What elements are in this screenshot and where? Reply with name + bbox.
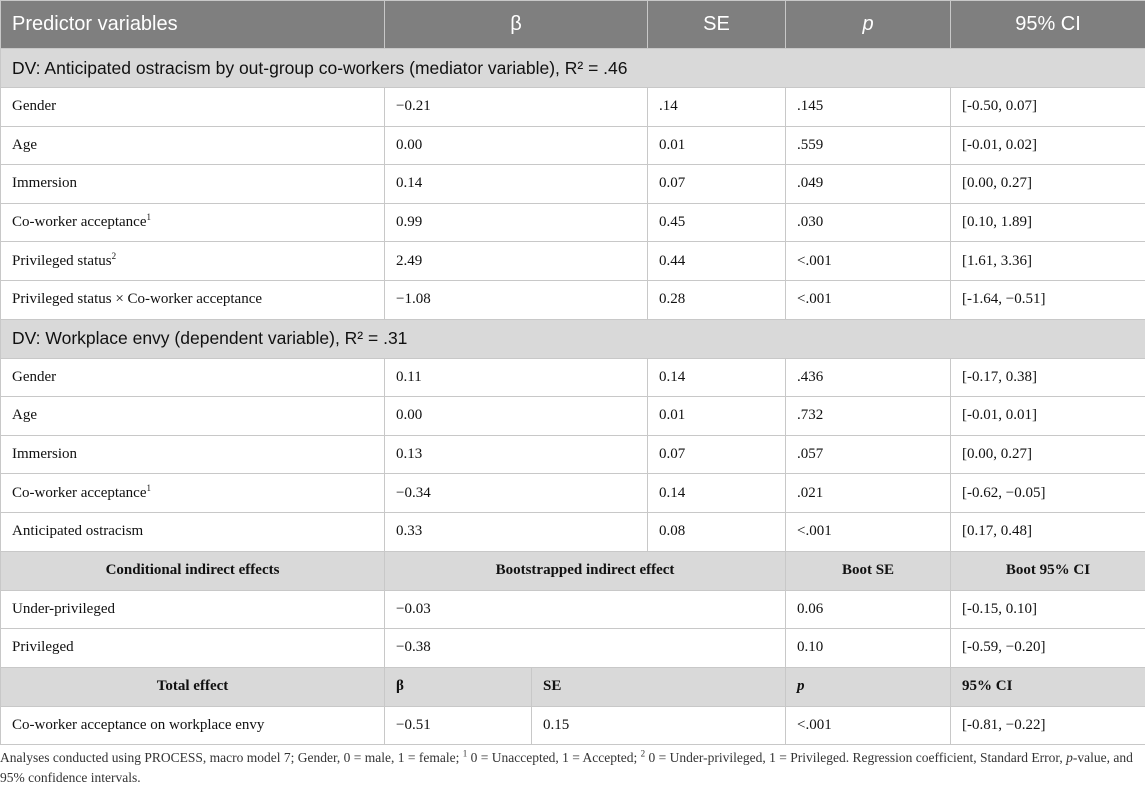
- table-row: [1, 280, 1145, 319]
- total-header-p-label: p: [797, 678, 805, 695]
- total-effect-label: Co-worker acceptance on workplace envy: [1, 706, 385, 745]
- ci-cell: [0.10, 1.89]: [951, 203, 1145, 242]
- table-row: [1, 203, 1145, 242]
- note-text: -value, and 95% confidence intervals.: [0, 750, 1133, 785]
- predictor-cell: [1, 280, 385, 319]
- ci-cell: [-0.01, 0.01]: [951, 397, 1145, 436]
- total-header-beta: β: [385, 667, 532, 706]
- note-text: 0 = Under-privileged, 1 = Privileged. Regression coefficient, Standard Error,: [645, 750, 1067, 765]
- predictor-label: Immersion: [12, 446, 77, 463]
- total-beta-cell: −0.51: [385, 706, 532, 745]
- predictor-cell: [1, 512, 385, 551]
- ci-cell: [-0.01, 0.02]: [951, 126, 1145, 165]
- se-cell: 0.44: [648, 242, 786, 281]
- header-se: SE: [648, 1, 786, 49]
- header-p: [786, 1, 951, 49]
- table-row: [1, 474, 1145, 513]
- indirect-effects-header-row: [1, 551, 1145, 590]
- beta-cell: 0.00: [385, 126, 648, 165]
- ci-cell: [1.61, 3.36]: [951, 242, 1145, 281]
- predictor-label: Anticipated ostracism: [12, 523, 144, 540]
- p-cell: <.001: [786, 280, 951, 319]
- se-cell: 0.14: [648, 358, 786, 397]
- predictor-cell: [1, 165, 385, 204]
- predictor-label: Privileged status: [12, 252, 112, 269]
- predictor-cell: [1, 397, 385, 436]
- note-text: 0 = Unaccepted, 1 = Accepted;: [467, 750, 641, 765]
- header-ci: 95% CI: [951, 1, 1145, 49]
- total-header-p: [786, 667, 951, 706]
- se-cell: 0.08: [648, 512, 786, 551]
- beta-cell: 0.33: [385, 512, 648, 551]
- beta-cell: 0.00: [385, 397, 648, 436]
- total-p-cell: <.001: [786, 706, 951, 745]
- ci-cell: [-0.50, 0.07]: [951, 88, 1145, 127]
- total-ci-cell: [-0.81, −0.22]: [951, 706, 1145, 745]
- predictor-label: Age: [12, 407, 37, 424]
- beta-cell: −0.21: [385, 88, 648, 127]
- note-p-italic: p: [1066, 750, 1073, 765]
- section-header-mediator: [1, 49, 1145, 88]
- se-cell: 0.28: [648, 280, 786, 319]
- se-cell: 0.45: [648, 203, 786, 242]
- table-row: [1, 88, 1145, 127]
- table-footnote: [0, 748, 1140, 788]
- table-row: [1, 590, 1145, 629]
- beta-cell: 0.11: [385, 358, 648, 397]
- table-row: [1, 706, 1145, 745]
- predictor-cell: [1, 435, 385, 474]
- boot-ci-cell: [-0.59, −0.20]: [951, 629, 1145, 668]
- section-title: DV: Anticipated ostracism by out-group co-workers (mediator variable), R² = .46: [1, 49, 1145, 88]
- header-beta: β: [385, 1, 648, 49]
- predictor-cell: [1, 126, 385, 165]
- se-cell: 0.07: [648, 165, 786, 204]
- header-p-label: p: [862, 13, 874, 35]
- predictor-label: Co-worker acceptance: [12, 214, 147, 231]
- table-row: [1, 435, 1145, 474]
- boot-se-cell: 0.10: [786, 629, 951, 668]
- predictor-label: Co-worker acceptance: [12, 484, 147, 501]
- se-cell: 0.07: [648, 435, 786, 474]
- p-cell: .030: [786, 203, 951, 242]
- footnote-marker: 1: [462, 748, 468, 759]
- p-cell: .436: [786, 358, 951, 397]
- predictor-cell: [1, 88, 385, 127]
- table-header-row: [1, 1, 1145, 49]
- se-cell: 0.01: [648, 126, 786, 165]
- p-cell: .057: [786, 435, 951, 474]
- p-cell: .021: [786, 474, 951, 513]
- ci-cell: [0.17, 0.48]: [951, 512, 1145, 551]
- total-effect-header-row: [1, 667, 1145, 706]
- footnote-marker: 2: [111, 250, 117, 261]
- indirect-header-label: Conditional indirect effects: [1, 551, 385, 590]
- ci-cell: [-1.64, −0.51]: [951, 280, 1145, 319]
- section-header-dependent: [1, 319, 1145, 358]
- se-cell: 0.14: [648, 474, 786, 513]
- table-row: [1, 629, 1145, 668]
- beta-cell: 0.14: [385, 165, 648, 204]
- table-row: [1, 126, 1145, 165]
- predictor-label: Immersion: [12, 175, 77, 192]
- se-cell: .14: [648, 88, 786, 127]
- total-header-se: SE: [532, 667, 786, 706]
- p-cell: <.001: [786, 242, 951, 281]
- ci-cell: [-0.17, 0.38]: [951, 358, 1145, 397]
- table-row: [1, 242, 1145, 281]
- footnote-marker: 2: [640, 748, 646, 759]
- beta-cell: 0.99: [385, 203, 648, 242]
- indirect-effect-cell: −0.03: [385, 590, 786, 629]
- ci-cell: [0.00, 0.27]: [951, 435, 1145, 474]
- note-text: Analyses conducted using PROCESS, macro model 7; Gender, 0 = male, 1 = female;: [0, 750, 463, 765]
- indirect-header-ci: Boot 95% CI: [951, 551, 1145, 590]
- condition-cell: Under-privileged: [1, 590, 385, 629]
- total-header-ci: 95% CI: [951, 667, 1145, 706]
- total-se-cell: 0.15: [532, 706, 786, 745]
- header-predictor: Predictor variables: [1, 1, 385, 49]
- beta-cell: −0.34: [385, 474, 648, 513]
- total-header-label: Total effect: [1, 667, 385, 706]
- condition-cell: Privileged: [1, 629, 385, 668]
- indirect-header-effect: Bootstrapped indirect effect: [385, 551, 786, 590]
- beta-cell: 0.13: [385, 435, 648, 474]
- ci-cell: [-0.62, −0.05]: [951, 474, 1145, 513]
- section-title: DV: Workplace envy (dependent variable), R² = .31: [1, 319, 1145, 358]
- p-cell: .049: [786, 165, 951, 204]
- predictor-label: Gender: [12, 98, 57, 115]
- p-cell: .145: [786, 88, 951, 127]
- p-cell: .559: [786, 126, 951, 165]
- predictor-cell: [1, 474, 385, 513]
- predictor-cell: [1, 203, 385, 242]
- boot-se-cell: 0.06: [786, 590, 951, 629]
- ci-cell: [0.00, 0.27]: [951, 165, 1145, 204]
- predictor-cell: [1, 358, 385, 397]
- indirect-effect-cell: −0.38: [385, 629, 786, 668]
- predictor-label: Privileged status × Co-worker acceptance: [12, 291, 263, 308]
- p-cell: <.001: [786, 512, 951, 551]
- footnote-marker: 1: [146, 212, 152, 223]
- table-row: [1, 165, 1145, 204]
- table-row: [1, 397, 1145, 436]
- predictor-cell: [1, 242, 385, 281]
- se-cell: 0.01: [648, 397, 786, 436]
- predictor-label: Age: [12, 136, 37, 153]
- p-cell: .732: [786, 397, 951, 436]
- boot-ci-cell: [-0.15, 0.10]: [951, 590, 1145, 629]
- table-row: [1, 512, 1145, 551]
- table-row: [1, 358, 1145, 397]
- beta-cell: −1.08: [385, 280, 648, 319]
- predictor-label: Gender: [12, 368, 57, 385]
- footnote-marker: 1: [146, 482, 152, 493]
- indirect-header-se: Boot SE: [786, 551, 951, 590]
- beta-cell: 2.49: [385, 242, 648, 281]
